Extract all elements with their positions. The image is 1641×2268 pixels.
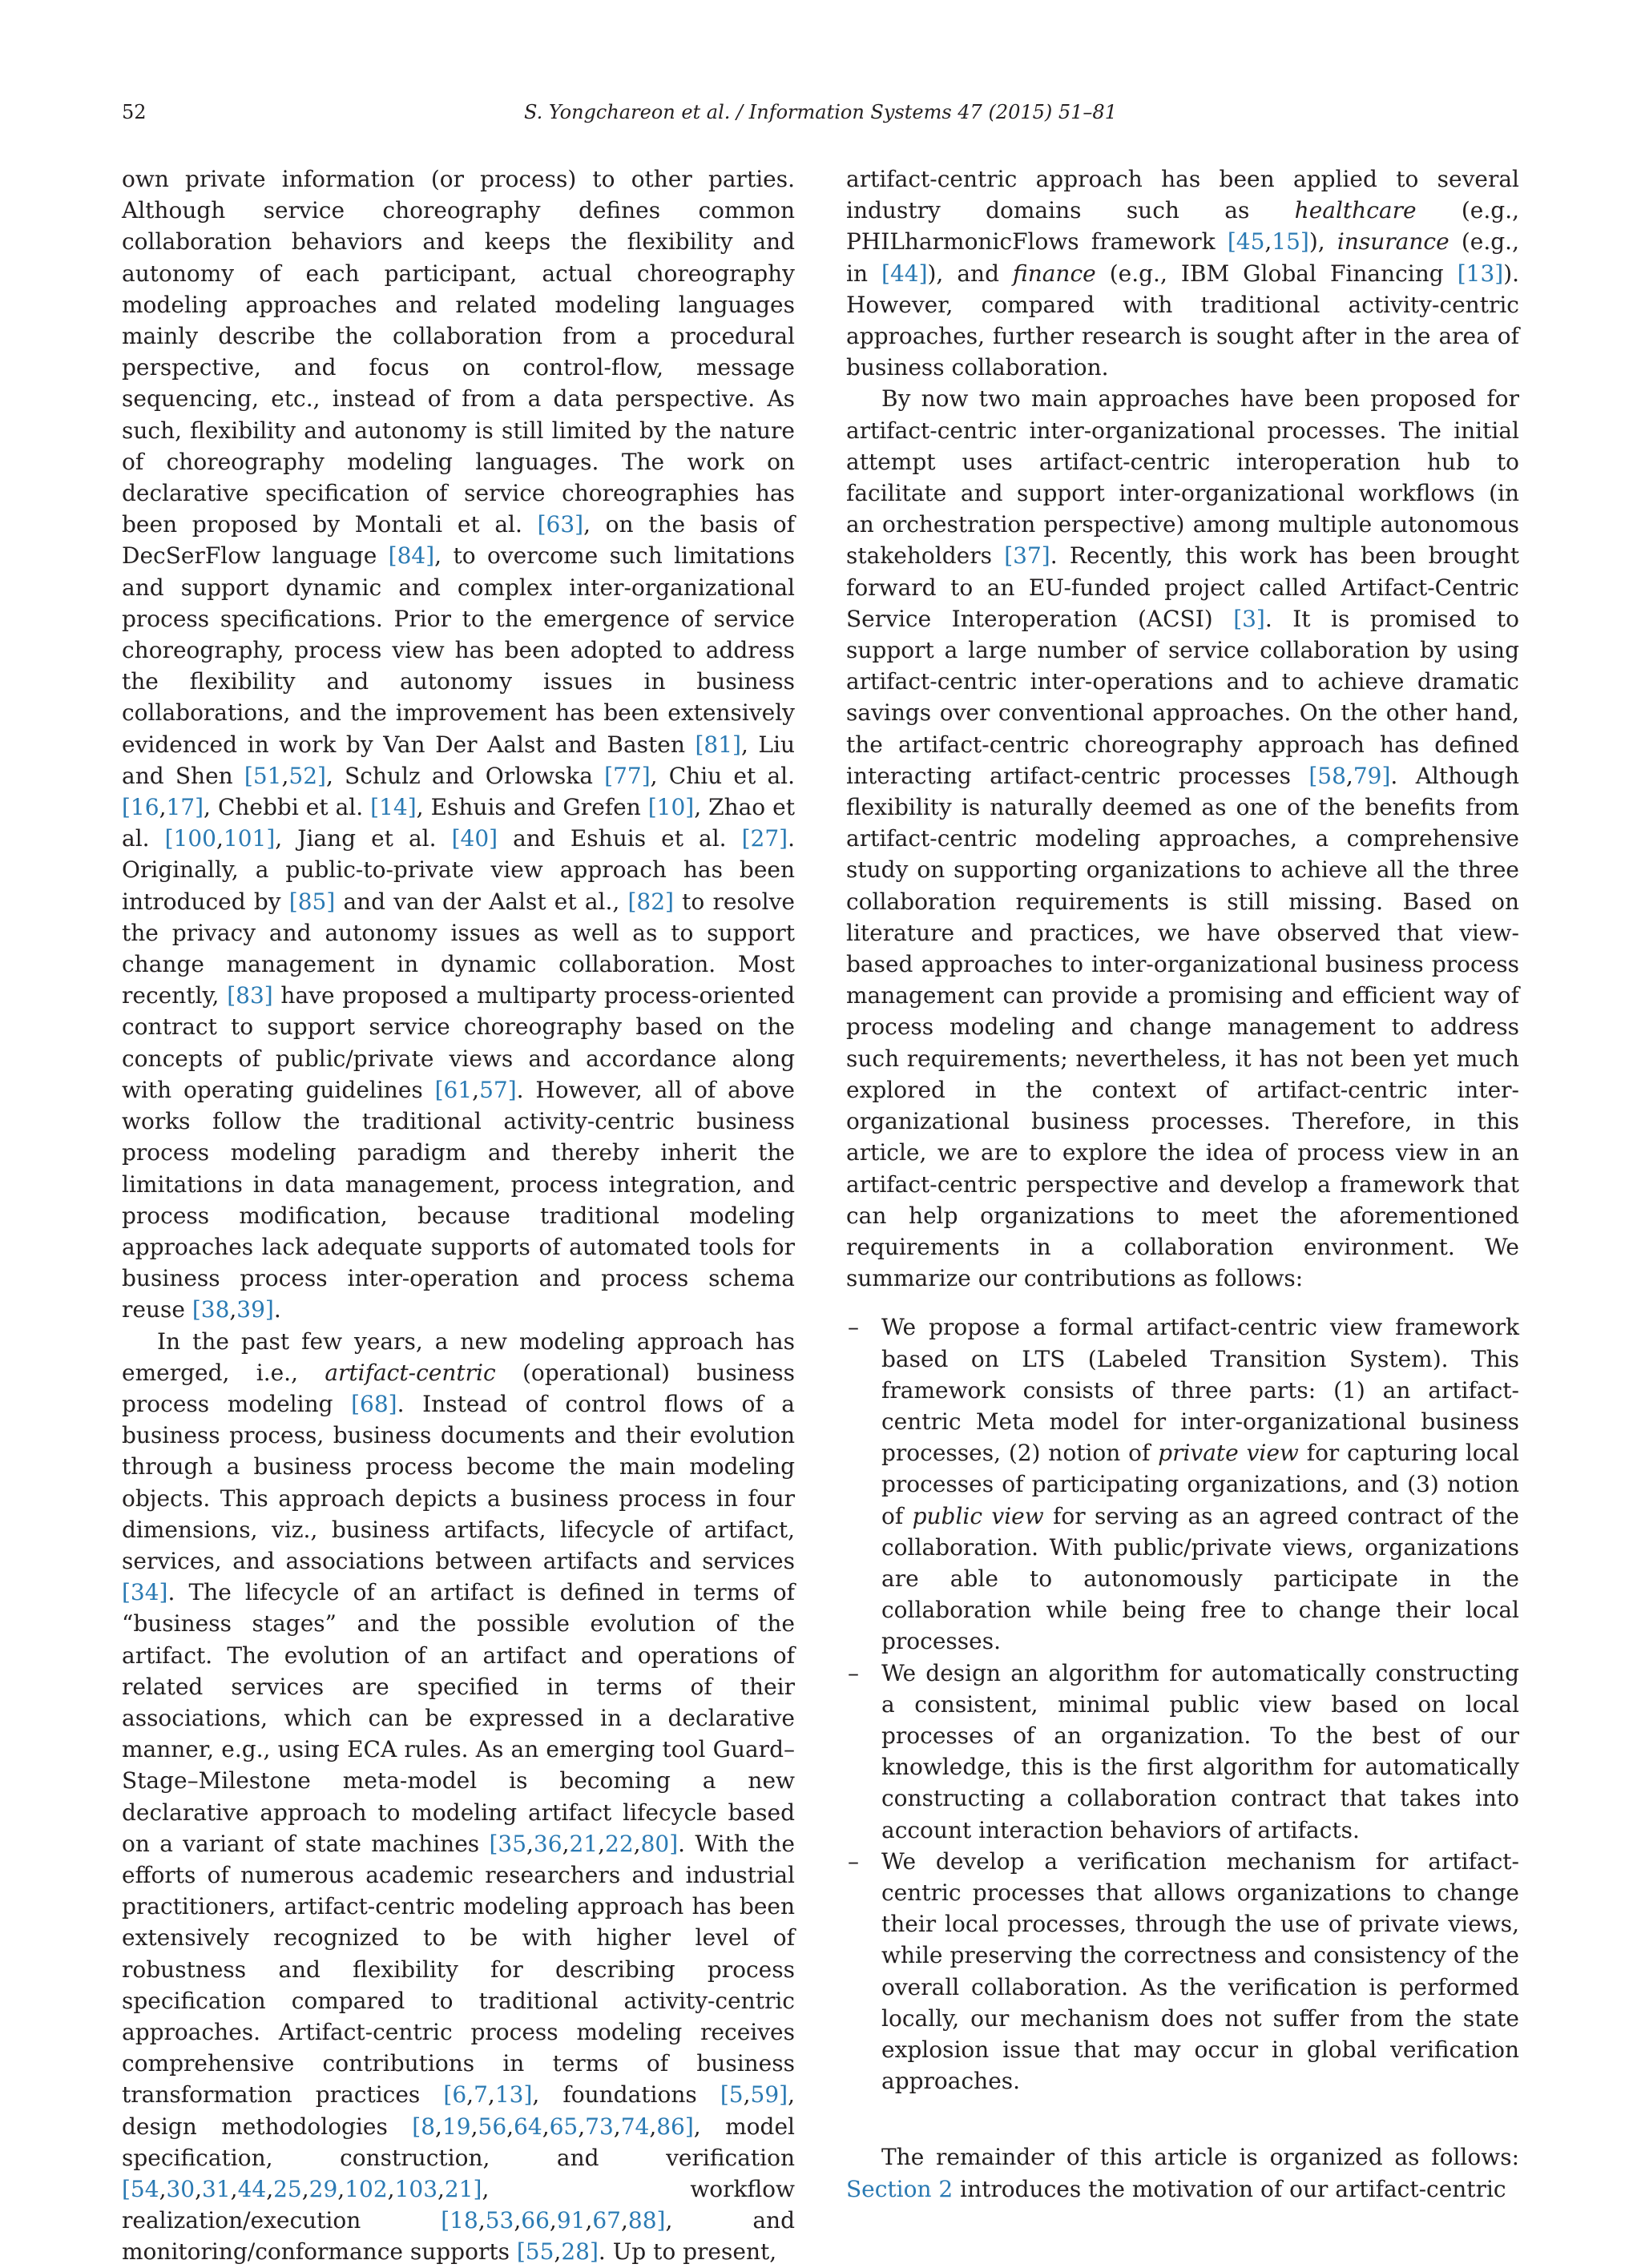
citation-link[interactable]: 44 [237, 2176, 267, 2202]
emphasis-text: healthcare [1294, 197, 1417, 224]
citation-link[interactable]: 21 [569, 1830, 599, 1857]
citation-link[interactable]: [82] [627, 888, 674, 915]
citation-link[interactable]: [84] [388, 542, 435, 570]
citation-link[interactable]: [35 [489, 1830, 527, 1857]
citation-link[interactable]: 28] [561, 2238, 599, 2266]
citation-link[interactable]: 29 [308, 2176, 338, 2202]
citation-link[interactable]: 53 [485, 2207, 514, 2234]
contribution-item-2 [846, 1658, 1519, 1846]
page-number: 52 [122, 101, 147, 123]
contribution-item-1 [846, 1311, 1519, 1657]
emphasis-text: insurance [1337, 228, 1449, 256]
contributions-list [846, 1311, 1519, 2097]
contribution-item-3 [846, 1846, 1519, 2097]
citation-link[interactable]: 91 [556, 2207, 586, 2234]
citation-link[interactable]: [51 [244, 762, 282, 789]
citation-link[interactable]: Section 2 [846, 2175, 954, 2202]
left-column [122, 163, 795, 2268]
citation-link[interactable]: 13] [494, 2081, 533, 2109]
citation-link[interactable]: [44] [881, 260, 928, 287]
citation-link[interactable]: 25 [273, 2176, 302, 2202]
citation-link[interactable]: [83] [227, 982, 273, 1009]
paragraph-right-2: By now two main approaches have been proposed for artifact-centric inter-organizational processes. The initial attempt uses artifact-centric interoperation hub to facilitate and support inter-organizational workflows (in an orchestration perspective) among multiple autonomous stakeholders [37]. Recently, this work has been brought forward to an EU-funded project called Artifact-Centric Service Interoperation (ACSI) [3]. It is promised to support a large number of service collaboration by using artifact-centric inter-operations and to achieve dramatic savings over conventional approaches. On the other hand, the artifact-centric choreography approach has defined interacting artifact-centric processes [58,79]. Although flexibility is naturally deemed as one of the benefits from artifact-centric modeling approaches, a comprehensive study on supporting organizations to achieve all the three collaboration requirements is still missing. Based on literature and practices, we have observed that view-based approaches to inter-organizational business process management can provide a promising and efficient way of process modeling and change management to address such requirements; nevertheless, it has not been yet much explored in the context of artifact-centric inter-organizational business processes. Therefore, in this article, we are to explore the idea of process view in an artifact-centric perspective and develop a framework that can help organizations to meet the aforementioned requirements in a collaboration environment. We summarize our contributions as follows: [846, 385, 1520, 1292]
right-column [846, 163, 1519, 2205]
citation-link[interactable]: [85] [288, 888, 336, 915]
citation-link[interactable]: [6 [443, 2081, 467, 2109]
citation-link[interactable]: 30 [166, 2176, 196, 2202]
citation-link[interactable]: [10] [647, 794, 695, 821]
bullet-dash: – [848, 1659, 859, 1686]
citation-link[interactable]: [100 [164, 825, 216, 852]
citation-link[interactable]: 7 [474, 2081, 488, 2109]
citation-link[interactable]: 67 [592, 2207, 621, 2234]
citation-link[interactable]: [3] [1233, 605, 1265, 632]
citation-link[interactable]: [18 [441, 2207, 478, 2234]
contribution-text-1: We propose a formal artifact-centric view framework based on LTS (Labeled Transition System). This framework consists of three parts: (1) an artifact-centric Meta model for inter-organizational business processes, (2) notion of private view for capturing local processes of participating organizations, and (3) notion of public view for serving as an agreed contract of the collaboration. With public/private views, organizations are able to autonomously participate in the collaboration while being free to change their local processes. [881, 1314, 1519, 1655]
citation-link[interactable]: 59] [750, 2081, 788, 2109]
bullet-dash: – [848, 1847, 859, 1875]
citation-link[interactable]: 74 [620, 2113, 650, 2140]
citation-link[interactable]: 22 [605, 1830, 634, 1857]
citation-link[interactable]: [8 [412, 2113, 436, 2140]
citation-link[interactable]: [68] [351, 1390, 397, 1417]
citation-link[interactable]: [34] [122, 1579, 168, 1606]
citation-link[interactable]: 39] [236, 1296, 274, 1323]
citation-link[interactable]: [81] [695, 731, 741, 758]
contribution-text-3: We develop a verification mechanism for artifact-centric processes that allows organizations to change their local processes, through the use of private views, while preserving the correctness and consistency of the overall collaboration. As the verification is performed locally, our mechanism does not suffer from the state explosion issue that may occur in global verification approaches. [881, 1847, 1519, 2095]
running-title: S. Yongchareon et al. / Information Systems 47 (2015) 51–81 [524, 101, 1117, 123]
citation-link[interactable]: 57] [479, 1076, 517, 1103]
citation-link[interactable]: 36 [533, 1830, 562, 1857]
citation-link[interactable]: 102 [345, 2176, 388, 2202]
emphasis-text: artifact-centric [325, 1359, 496, 1386]
emphasis-text: private view [1158, 1440, 1299, 1467]
citation-link[interactable]: 15] [1272, 228, 1309, 256]
citation-link[interactable]: 88] [627, 2207, 666, 2234]
citation-link[interactable]: 21] [444, 2176, 482, 2202]
citation-link[interactable]: 73 [585, 2113, 614, 2140]
citation-link[interactable]: 86] [656, 2113, 694, 2140]
citation-link[interactable]: 80] [640, 1830, 679, 1857]
citation-link[interactable]: 101] [223, 825, 276, 852]
citation-link[interactable]: [58 [1308, 762, 1346, 789]
citation-link[interactable]: [77] [604, 762, 651, 789]
citation-link[interactable]: [13] [1457, 260, 1504, 287]
paragraph-right-3: The remainder of this article is organized as follows: Section 2 introduces the motivation of our artifact-centric [846, 2144, 1519, 2202]
citation-link[interactable]: [45 [1227, 228, 1265, 256]
citation-link[interactable]: 65 [549, 2113, 579, 2140]
citation-link[interactable]: [61 [434, 1076, 473, 1103]
citation-link[interactable]: [63] [537, 511, 584, 538]
citation-link[interactable]: 79] [1353, 762, 1391, 789]
citation-link[interactable]: [55 [516, 2238, 554, 2266]
citation-link[interactable]: [54 [122, 2176, 159, 2202]
paragraph-left-2: In the past few years, a new modeling approach has emerged, i.e., artifact-centric (operational) business process modeling [68]. Instead of control flows of a business process, business documents and their evolution through a business process become the main modeling objects. This approach depicts a business process in four dimensions, viz., business artifacts, lifecycle of artifact, services, and associations between artifacts and services [34]. The lifecycle of an artifact is defined in terms of “business stages” and the possible evolution of the artifact. The evolution of an artifact and operations of related services are specified in terms of their associations, which can be expressed in a declarative manner, e.g., using ECA rules. As an emerging tool Guard–Stage–Milestone meta-model is becoming a new declarative approach to modeling artifact lifecycle based on a variant of state machines [35,36,21,22,80]. With the efforts of numerous academic researchers and industrial practitioners, artifact-centric modeling approach has been extensively recognized to be with higher level of robustness and flexibility for describing process specification compared to traditional activity-centric approaches. Artifact-centric process modeling receives comprehensive contributions in terms of business transformation practices [6,7,13], foundations [5,59], design methodologies [8,19,56,64,65,73,74,86], model specification, construction, and verification [54,30,31,44,25,29,102,103,21], workflow realization/execution [18,53,66,91,67,88], and monitoring/conformance supports [55,28]. Up to present, [122, 1327, 796, 2266]
citation-link[interactable]: 19 [441, 2113, 471, 2140]
citation-link[interactable]: 66 [521, 2207, 550, 2234]
contribution-text-2: We design an algorithm for automatically constructing a consistent, minimal public view based on local processes of an organization. To the best of our knowledge, this is the first algorithm for automatically constructing a collaboration contract that takes into account interaction behaviors of artifacts. [881, 1659, 1519, 1843]
emphasis-text: finance [1013, 260, 1096, 287]
citation-link[interactable]: [40] [451, 825, 498, 852]
citation-link[interactable]: 56 [478, 2113, 507, 2140]
paragraph-right-1: artifact-centric approach has been applied to several industry domains such as healthcare (e.g., PHILharmonicFlows framework [45,15]), insurance (e.g., in [44]), and finance (e.g., IBM Global Financing [13]). However, compared with traditional activity-centric approaches, further research is sought after in the area of business collaboration. [846, 166, 1520, 381]
citation-link[interactable]: [27] [741, 825, 788, 852]
citation-link[interactable]: 52] [288, 762, 326, 789]
citation-link[interactable]: [16 [122, 794, 159, 821]
page-header [122, 98, 1519, 127]
emphasis-text: public view [912, 1502, 1044, 1529]
citation-link[interactable]: 64 [514, 2113, 542, 2140]
citation-link[interactable]: [5 [720, 2081, 744, 2109]
paragraph-left-1: own private information (or process) to other parties. Although service choreography defines common collaboration behaviors and keeps the flexibility and autonomy of each participant, actual choreography modeling approaches and related modeling languages mainly describe the collaboration from a procedural perspective, and focus on control-flow, message sequencing, etc., instead of from a data perspective. As such, flexibility and autonomy is still limited by the nature of choreography modeling languages. The work on declarative specification of service choreographies has been proposed by Montali et al. [63], on the basis of DecSerFlow language [84], to overcome such limitations and support dynamic and complex inter-organizational process specifications. Prior to the emergence of service choreography, process view has been adopted to address the flexibility and autonomy issues in business collaborations, and the improvement has been extensively evidenced in work by Van Der Aalst and Basten [81], Liu and Shen [51,52], Schulz and Orlowska [77], Chiu et al. [16,17], Chebbi et al. [14], Eshuis and Grefen [10], Zhao et al. [100,101], Jiang et al. [40] and Eshuis et al. [27]. Originally, a public-to-private view approach has been introduced by [85] and van der Aalst et al., [82] to resolve the privacy and autonomy issues as well as to support change management in dynamic collaboration. Most recently, [83] have proposed a multiparty process-oriented contract to support service choreography based on the concepts of public/private views and accordance along with operating guidelines [61,57]. However, all of above works follow the traditional activity-centric business process modeling paradigm and thereby inherit the limitations in data management, process integration, and process modification, because traditional modeling approaches lack adequate supports of automated tools for business process inter-operation and process schema reuse [38,39]. [122, 166, 796, 1323]
citation-link[interactable]: 103 [394, 2176, 438, 2202]
citation-link[interactable]: 17] [166, 794, 204, 821]
citation-link[interactable]: [37] [1004, 542, 1050, 570]
citation-link[interactable]: 31 [202, 2176, 231, 2202]
citation-link[interactable]: [14] [370, 794, 417, 821]
citation-link[interactable]: [38 [192, 1296, 230, 1323]
bullet-dash: – [848, 1314, 859, 1341]
